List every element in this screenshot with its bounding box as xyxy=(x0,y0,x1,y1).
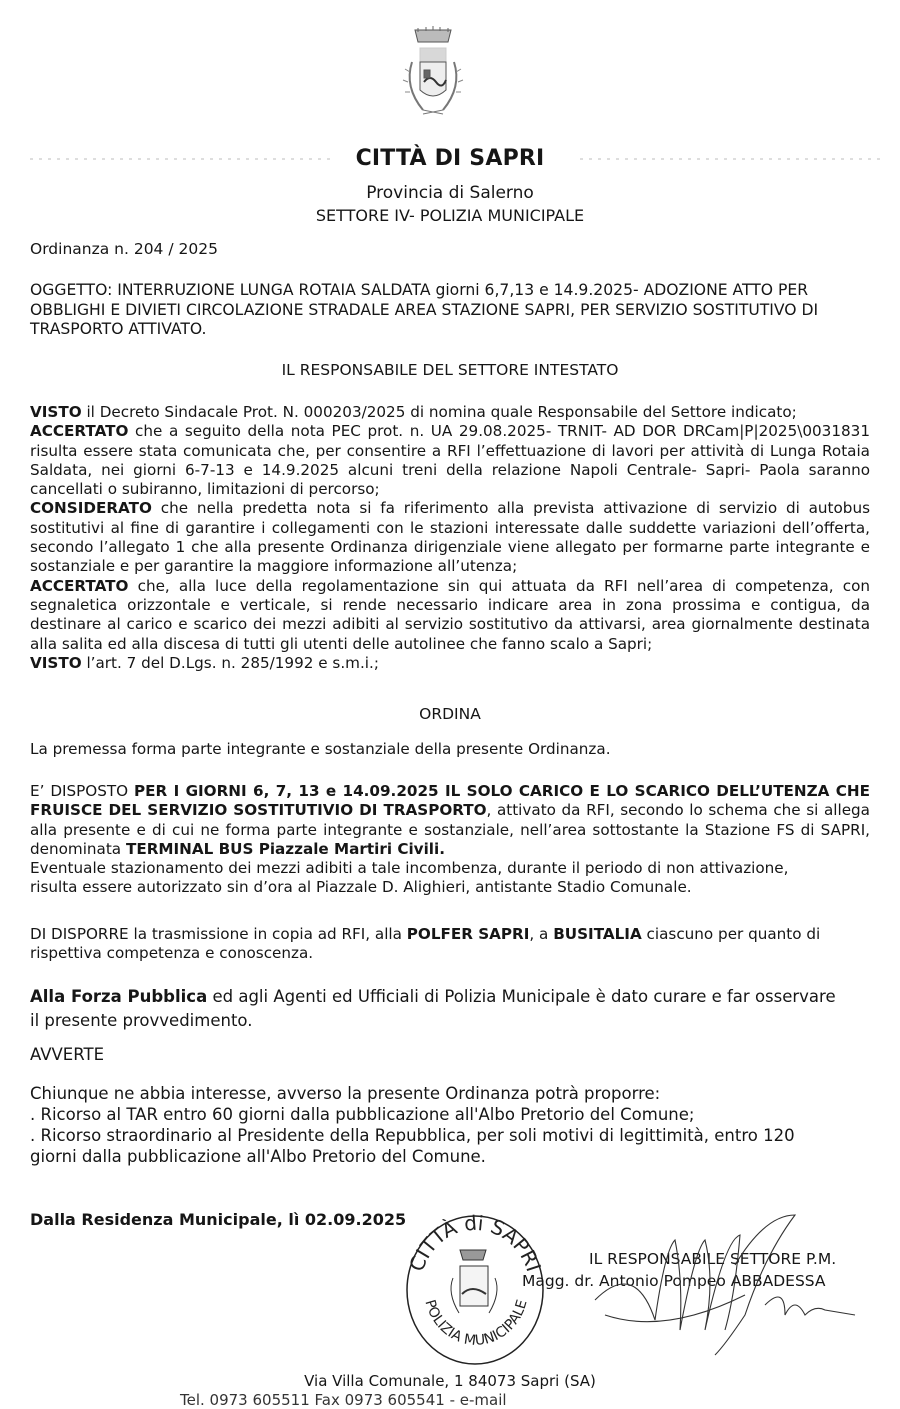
orders-heading: ORDINA xyxy=(419,705,481,723)
place-date: Dalla Residenza Municipale, lì 02.09.2025 xyxy=(30,1210,407,1229)
signer-title: IL RESPONSABILE SETTORE P.M. xyxy=(589,1250,837,1268)
dispose-text: ciascuno per quanto di xyxy=(641,925,821,943)
warning-item-tar: . Ricorso al TAR entro 60 giorni dalla pubblicazione all'Albo Pretorio del Comune; xyxy=(30,1105,695,1124)
subject-line-2: OBBLIGHI E DIVIETI CIRCOLAZIONE STRADALE AREA STAZIONE SAPRI, PER SERVIZIO SOSTITUTIVO DI xyxy=(30,300,819,319)
dispose-text: , a xyxy=(529,925,554,943)
premise-text: che, alla luce della regolamentazione sin qui attuata da RFI nell’area di competenza, con segnaletica orizzontale e verticale, si rende necessario indicare area in zona prossima e contigua, da destinare al carico e scarico dei mezzi adibiti al servizio sostitutivo da attivarsi, area giornalmente destinata alla salita ed alla discesa di tutti gli utenti delle autolinee che fanno scalo a Sapri; xyxy=(30,576,870,653)
premise-visto-law xyxy=(30,654,870,673)
city-title: CITTÀ DI SAPRI xyxy=(355,146,545,171)
premises-block xyxy=(30,403,870,673)
premise-text: che a seguito della nota PEC prot. n. UA 29.08.2025- TRNIT- AD DOR DRCam|P|2025\0031831 risulta essere stata comunicata che, per consentire a RFI l’effettuazione di lavori per attività di Lunga Rotaia Saldata, nei giorni 6-7-13 e 14.9.2025 alcuni treni della relazione Napoli Centrale- Sapri- Paola saranno cancellati o subiranno, limitazioni di percorso; xyxy=(30,422,870,499)
premise-keyword: CONSIDERATO xyxy=(30,499,152,518)
ordinance-number: Ordinanza n. 204 / 2025 xyxy=(30,240,218,258)
city-crest-icon xyxy=(398,22,468,132)
premise-keyword: VISTO xyxy=(30,403,82,421)
warnings-intro: Chiunque ne abbia interesse, avverso la presente Ordinanza potrà proporre: xyxy=(30,1084,661,1103)
enforcement-line-2: il presente provvedimento. xyxy=(30,1011,253,1030)
premise-keyword: ACCERTATO xyxy=(30,422,129,441)
dispose-prefix: DI DISPORRE xyxy=(30,925,129,943)
signer-name: Magg. dr. Antonio Pompeo ABBADESSA xyxy=(522,1272,826,1290)
premise-text: l’art. 7 del D.Lgs. n. 285/1992 e s.m.i.; xyxy=(81,653,379,672)
order-disposto xyxy=(30,782,870,898)
issuer-heading: IL RESPONSABILE DEL SETTORE INTESTATO xyxy=(281,361,619,379)
order-premise: La premessa forma parte integrante e sostanziale della presente Ordinanza. xyxy=(30,740,611,758)
warning-item-president-cont: giorni dalla pubblicazione all'Albo Pretorio del Comune. xyxy=(30,1147,486,1166)
busitalia-recipient: BUSITALIA xyxy=(553,925,642,943)
premise-visto-decree xyxy=(30,403,870,422)
premise-keyword: ACCERTATO xyxy=(30,576,129,595)
sector-heading: SETTORE IV- POLIZIA MUNICIPALE xyxy=(315,206,585,225)
order-dispose-transmission xyxy=(30,925,870,964)
dispose-line-2: rispettiva competenza e conoscenza. xyxy=(30,944,314,963)
polfer-recipient: POLFER SAPRI xyxy=(406,925,530,943)
warning-item-president: . Ricorso straordinario al Presidente della Repubblica, per soli motivi di legittimità, entro 120 xyxy=(30,1126,795,1145)
enforcement-block xyxy=(30,985,870,1033)
footer-contacts: Tel. 0973 605511 Fax 0973 605541 - e-mail xyxy=(180,1391,507,1409)
subject-line-3: TRASPORTO ATTIVATO. xyxy=(30,320,207,338)
warnings-block xyxy=(30,1083,870,1167)
stamp-top-text: CITTÀ di SAPRI xyxy=(404,1210,546,1275)
terminal-bus-location: TERMINAL BUS Piazzale Martiri Civili. xyxy=(125,839,445,858)
footer-address: Via Villa Comunale, 1 84073 Sapri (SA) xyxy=(304,1372,596,1390)
parking-line-2: risulta essere autorizzato sin d’ora al Piazzale D. Alighieri, antistante Stadio Comunale. xyxy=(30,878,692,897)
disposto-bold: PER I GIORNI 6, 7, 13 e 14.09.2025 IL SOLO CARICO E LO SCARICO DELL’UTENZA CHE FRUISCE DEL SERVIZIO SOSTITUTIVIO DI TRASPORTO xyxy=(30,782,870,820)
disposto-text: , attivato da RFI, secondo lo schema che si allega alla presente e di cui ne forma parte integrante e sostanziale, nell’area sottostante la Stazione FS di SAPRI, denominata xyxy=(30,801,870,858)
subject-label: OGGETTO: xyxy=(30,281,113,299)
premise-text: che nella predetta nota si fa riferimento alla prevista attivazione di servizio di autobus sostitutivi al fine di garantire i collegamenti con le stazioni interessate dalle suddette variazioni dell’offerta, secondo l’allegato 1 che alla presente Ordinanza dirigenziale viene allegato per formarne parte integrante e sostanziale e per garantire la maggiore informazione all’utenza; xyxy=(30,499,870,576)
premise-text: il Decreto Sindacale Prot. N. 000203/2025 di nomina quale Responsabile del Settore indicato; xyxy=(81,403,797,421)
disposto-prefix: E’ DISPOSTO xyxy=(30,782,135,800)
premise-keyword: VISTO xyxy=(30,653,82,672)
enforcement-text: ed agli Agenti ed Ufficiali di Polizia Municipale è dato curare e far osservare xyxy=(207,987,836,1006)
subject-line-1: INTERRUZIONE LUNGA ROTAIA SALDATA giorni 6,7,13 e 14.9.2025- ADOZIONE ATTO PER xyxy=(112,281,809,299)
handwritten-signature xyxy=(575,1205,875,1370)
premise-considerato xyxy=(30,499,870,576)
stamp-bottom-text: POLIZIA MUNICIPALE xyxy=(421,1297,531,1349)
dispose-text: la trasmissione in copia ad RFI, alla xyxy=(128,925,407,943)
parking-line-1: Eventuale stazionamento dei mezzi adibiti a tale incombenza, durante il periodo di non attivazione, xyxy=(30,859,789,878)
premise-accertato-area xyxy=(30,577,870,654)
province-subtitle: Provincia di Salerno xyxy=(366,183,534,203)
warnings-heading: AVVERTE xyxy=(30,1045,105,1064)
enforcement-bold: Alla Forza Pubblica xyxy=(30,987,208,1006)
premise-accertato-pec xyxy=(30,422,870,499)
subject-block xyxy=(30,281,870,340)
